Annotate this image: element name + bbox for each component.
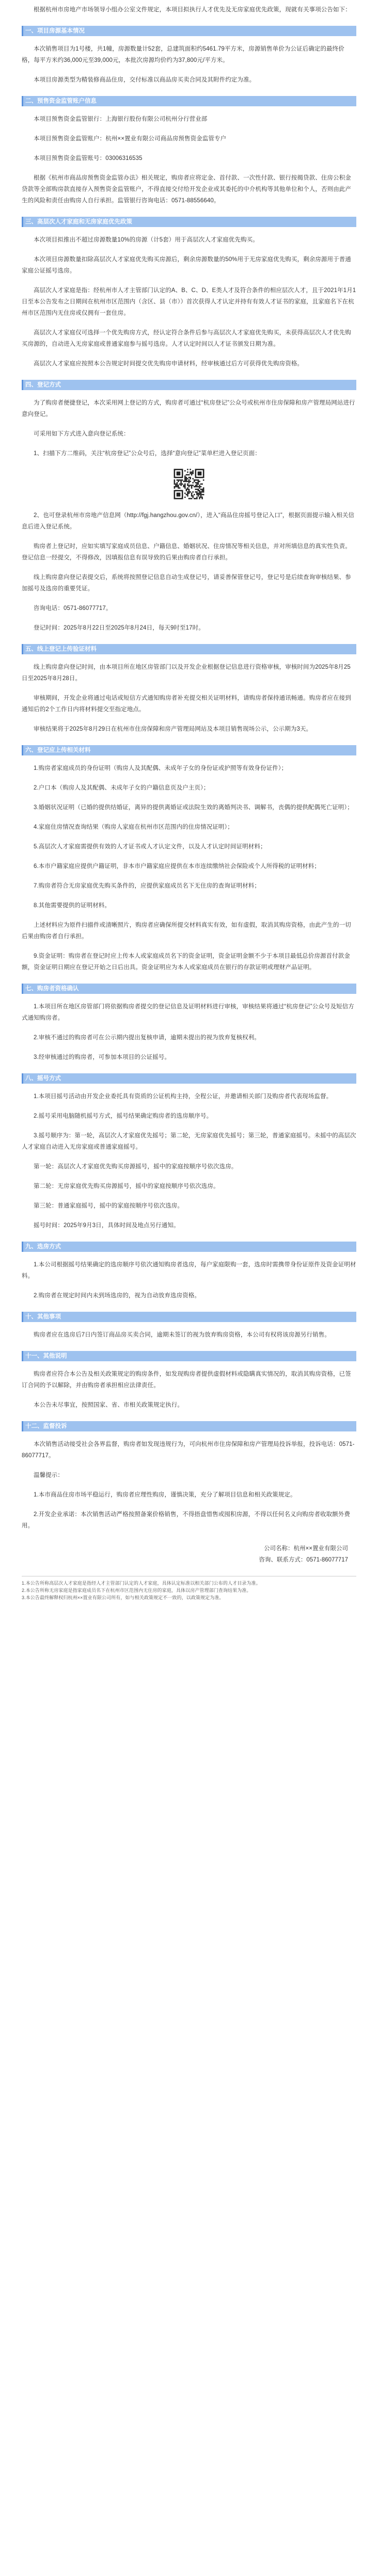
section-paragraph: 2.开发企业承诺：本次销售活动严格按照备案价格销售，不得捂盘惜售或囤积房源，不得以任何名义向购房者收取额外费用。 <box>22 1511 350 1529</box>
section-paragraph: 5.高层次人才家庭需提供有效的人才证书或人才认定文件，以及人才认定时间证明材料； <box>34 844 266 850</box>
section-paragraph: 本项目预售资金监管银行：上海银行股份有限公司杭州分行营业部 <box>34 116 208 122</box>
section-paragraph: 4.家庭住房情况查询结果（购房人家庭在杭州市区范围内的住房情况证明）； <box>34 824 233 830</box>
section-paragraph: 摇号时间：2025年9月3日，具体时间及地点另行通知。 <box>34 1222 180 1229</box>
section-paragraph: 3.婚姻状况证明（已婚的提供结婚证，离异的提供离婚证或法院生效的离婚判决书、调解书，丧偶的提供配偶死亡证明）； <box>34 804 353 811</box>
footnote: 1.本公告所称高层次人才家庭是指经人才主管部门认定的人才家庭，具体认定标准以相关部门公布的人才目录为准。 <box>22 1581 261 1586</box>
sections-container <box>22 26 356 1532</box>
section-paragraph: 9.资金证明：购房者在登记时应上传本人或家庭成员名下的资金证明，资金证明金额不少于本项目最低总价房源首付款金额，资金证明日期应在登记开始之日后出具。资金证明应为本人或家庭成员在银行的存款证明或理财产品证明。 <box>22 953 350 971</box>
section-heading: 三、高层次人才家庭和无房家庭优先政策 <box>22 217 356 227</box>
section-paragraph: 根据《杭州市商品房预售资金监管办法》相关规定，购房者应将定金、首付款、一次性付款、银行按揭贷款、住房公积金贷款等全部购房款直接存入预售资金监管账户，不得直接交付给开发企业或其委托的中介机构等其他单位和个人，否则由此产生的风险和责任由购房人自行承担。监管银行咨询电话：0571-88556640。 <box>22 175 351 204</box>
section-paragraph: 高层次人才家庭是指：经杭州市人才主管部门认定的A、B、C、D、E类人才及符合条件的相应层次人才，且于2021年1月1日至本公告发布之日期间在杭州市区范围内（含区、县（市））首次获得人才认定并持有有效人才证书的家庭，且家庭名下在杭州市区范围内无住房或仅拥有一套住房。 <box>22 287 356 316</box>
section-heading: 七、购房者资格确认 <box>22 984 356 994</box>
section-paragraph: 本次项目拟推出不超过房源数量10%的房源（计5套）用于高层次人才家庭优先购买。 <box>34 237 259 243</box>
section-paragraph: 本公告未尽事宜，按照国家、省、市相关政策规定执行。 <box>34 1402 183 1408</box>
section-heading: 一、项目房源基本情况 <box>22 26 356 36</box>
section-paragraph: 线上购房意向登记时间，由本项目所在地区房管部门以及开发企业根据登记信息进行资格审核，审核时间为2025年8月25日至2025年8月28日。 <box>22 664 351 682</box>
section-paragraph: 2.购房者在规定时间内未到场选房的，视为自动放弃选房资格。 <box>34 1293 200 1299</box>
section-paragraph: 线上购房意向登记表提交后，系统将按照登记信息自动生成登记号，请妥善保管登记号，登记号是后续查询审核结果、参加摇号及选房的重要凭证。 <box>22 574 351 592</box>
section-paragraph: 本项目房源类型为精装修商品住房，交付标准以商品房买卖合同及其附件约定为准。 <box>34 77 256 83</box>
section-paragraph: 1、扫描下方二维码，关注“杭房登记”公众号后，选择“意向登记”菜单栏进入登记页面： <box>34 450 261 457</box>
section-paragraph: 2.摇号采用电脑随机摇号方式，摇号结果确定购房者的选房顺序号。 <box>34 1113 213 1119</box>
section-paragraph: 第二轮：无房家庭优先购买房源摇号，摇中的家庭按顺序号依次选房。 <box>34 1183 219 1189</box>
section-heading: 五、线上登记上传验证材料 <box>22 644 356 654</box>
section-paragraph: 审核结果将于2025年8月29日在杭州市住房保障和房产管理局网站及本项目销售现场公示，公示期为3天。 <box>34 726 312 732</box>
section-paragraph: 本次销售活动接受社会各界监督，购房者如发现违规行为，可向杭州市住房保障和房产管理局投诉举报，投诉电话：0571-86077717。 <box>22 1441 355 1459</box>
intro <box>22 4 356 15</box>
contact-phone: 咨询、联系方式：0571-86077717 <box>259 1557 348 1563</box>
intro-text: 根据杭州市房地产市场领导小组办公室文件规定，本项目拟执行人才优先及无房家庭优先政策，现就有关事项公告如下： <box>34 7 351 13</box>
section-paragraph: 6.本市户籍家庭应提供户籍证明，非本市户籍家庭应提供在本市连续缴纳社会保险或个人所得税的证明材料； <box>34 863 320 870</box>
section-paragraph: 8.其他需要提供的证明材料。 <box>34 903 111 909</box>
section-heading: 九、选房方式 <box>22 1242 356 1252</box>
section-heading: 二、预售资金监管账户信息 <box>22 96 356 106</box>
section-paragraph: 1.本项目所在地区房管部门将依据购房者提交的登记信息及证明材料进行审核，审核结果将通过“杭房登记”公众号及短信方式通知购房者。 <box>22 1004 354 1021</box>
section-paragraph: 购房者应符合本公告及相关政策规定的购房条件，如发现购房者提供虚假材料或隐瞒真实情况的，取消其购房资格，已签订合同的予以解除，并由购房者承担相应法律责任。 <box>22 1371 351 1389</box>
section-paragraph: 2、也可登录杭州市房地产信息网（http://fgj.hangzhou.gov.cn/），进入“商品住房摇号登记入口”，根据页面提示输入相关信息后进入登记系统。 <box>22 512 354 530</box>
section-paragraph: 7.购房者符合无房家庭优先购买条件的，应提供家庭成员名下无住房的查询证明材料； <box>34 883 260 889</box>
section-paragraph: 本次销售项目为1号楼，共1幢，房源数量计52套，总建筑面积约5461.79平方米，房源销售单价为公证后确定的最终价格，每平方米约36,000元至39,000元，本批次房源均价约为37,800元/平方米。 <box>22 46 344 63</box>
footnote: 3.本公告最终解释权归杭州××置业有限公司所有，如与相关政策规定不一致的，以政策规定为准。 <box>22 1595 224 1600</box>
signature-block <box>22 1543 356 1566</box>
section-paragraph: 可采用如下方式进入意向登记系统： <box>34 431 130 437</box>
section-paragraph: 3.经审核通过的购房者，可参加本项目的公证摇号。 <box>34 1054 170 1060</box>
section-paragraph: 登记时间：2025年8月22日至2025年8月24日，每天9时至17时。 <box>34 625 204 631</box>
section-paragraph: 高层次人才家庭应按照本公告规定时间提交优先购房申请材料，经审核通过后方可获得优先购房资格。 <box>34 361 303 367</box>
qr-code-icon[interactable] <box>172 468 206 501</box>
footnotes <box>22 1576 356 1601</box>
company-name: 公司名称：杭州××置业有限公司 <box>264 1545 348 1552</box>
section-heading: 八、摇号方式 <box>22 1073 356 1084</box>
section-paragraph: 上述材料应为原件扫描件或清晰照片，购房者应确保所提交材料真实有效，如有虚假，取消其购房资格，由此产生的一切后果由购房者自行承担。 <box>22 922 351 940</box>
section-paragraph: 温馨提示： <box>34 1472 64 1478</box>
section-paragraph: 购房者上登记时，应如实填写家庭成员信息、户籍信息、婚姻状况、住房情况等相关信息，并对所填信息的真实性负责。登记信息一经提交，不得修改，因填报信息有误导致的后果由购房者自行承担。 <box>22 543 351 561</box>
section-paragraph: 2.审核不通过的购房者可在公示期内提出复核申请，逾期未提出的视为放弃复核权利。 <box>34 1035 260 1041</box>
section-paragraph: 咨询电话：0571-86077717。 <box>34 605 112 611</box>
section-paragraph: 1.本公司根据摇号结果确定的选房顺序号依次通知购房者选房，每户家庭限购一套，选房时需携带身份证原件及资金证明材料。 <box>22 1262 356 1279</box>
section-paragraph: 2.户口本（购房人及其配偶、未成年子女的户籍信息页及户主页）； <box>34 785 210 791</box>
section-paragraph: 1.本市商品住房市场平稳运行，购房者应理性购房，谨慎决策，充分了解项目信息和相关政策规定。 <box>34 1492 296 1498</box>
section-paragraph: 购房者应在选房后7日内签订商品房买卖合同，逾期未签订的视为放弃购房资格，本公司有权将该房源另行销售。 <box>34 1332 330 1338</box>
section-paragraph: 本项目预售资金监管账户：杭州××置业有限公司商品房预售资金监管专户 <box>34 136 227 142</box>
footnote: 2.本公告所称无房家庭是指家庭成员名下在杭州市区范围内无住房的家庭，具体以房产管理部门查询结果为准。 <box>22 1588 251 1593</box>
section-paragraph: 为了购房者便捷登记，本次采用网上登记的方式，购房者可通过“杭房登记”公众号或杭州市住房保障和房产管理局网站进行意向登记。 <box>22 400 355 417</box>
section-paragraph: 第三轮：普通家庭摇号，摇中的家庭按顺序号依次选房。 <box>34 1203 183 1209</box>
section-heading: 十一、其他说明 <box>22 1351 356 1361</box>
qr-code-wrapper <box>22 468 356 501</box>
section-heading: 六、登记应上传相关材料 <box>22 745 356 755</box>
section-heading: 四、登记方式 <box>22 380 356 390</box>
section-heading: 十二、监督投诉 <box>22 1421 356 1431</box>
section-paragraph: 1.购房者家庭成员的身份证明（购房人及其配偶、未成年子女的身份证或护照等有效身份证件）； <box>34 765 288 771</box>
section-paragraph: 本次项目房源数量扣除高层次人才家庭优先购买房源后，剩余房源数量的50%用于无房家庭优先购买，剩余房源用于普通家庭公证摇号选房。 <box>22 256 351 274</box>
section-heading: 十、其他事项 <box>22 1312 356 1322</box>
section-paragraph: 本项目预售资金监管账号：03006316535 <box>34 155 143 162</box>
section-paragraph: 高层次人才家庭仅可选择一个优先购房方式，经认定符合条件后参与高层次人才家庭优先购买，未获得高层次人才优先购买房源的，自动进入无房家庭或普通家庭参与摇号选房。人才认定时间以人才证书颁发日期为准。 <box>22 330 351 347</box>
section-paragraph: 3.摇号顺序为：第一轮，高层次人才家庭优先摇号；第二轮，无房家庭优先摇号；第三轮，普通家庭摇号。未摇中的高层次人才家庭自动进入无房家庭或普通家庭摇号。 <box>22 1133 356 1150</box>
section-paragraph: 审核期间，开发企业将通过电话或短信方式通知购房者补充提交相关证明材料，请购房者保持通讯畅通。购房者应在接到通知后的2个工作日内将材料提交至指定地点。 <box>22 695 351 713</box>
section-paragraph: 第一轮：高层次人才家庭优先购买房源摇号，摇中的家庭按顺序号依次选房。 <box>34 1164 238 1170</box>
section-paragraph: 1.本项目摇号活动由开发企业委托具有资质的公证机构主持，全程公证，并邀请相关部门及购房者代表现场监督。 <box>34 1093 333 1100</box>
